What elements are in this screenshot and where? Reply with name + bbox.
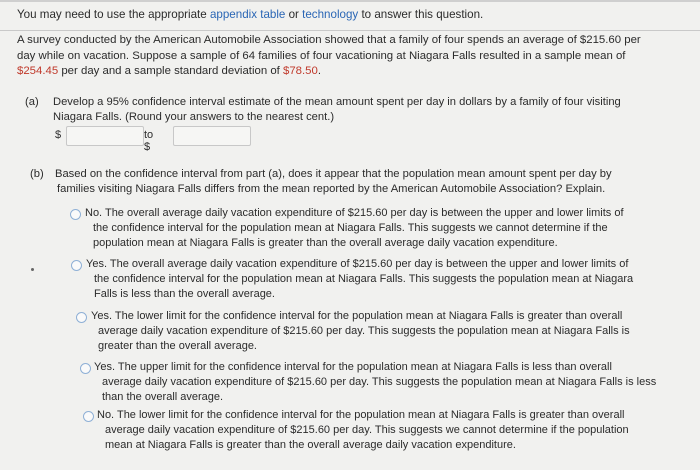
answer-option-2[interactable] [71, 257, 691, 303]
radio-option-3[interactable] [76, 312, 87, 323]
instruction-line [17, 7, 483, 22]
instruction-suffix: to answer this question. [358, 8, 484, 21]
problem-statement [17, 33, 689, 80]
option-5-line-3: mean at Niagara Falls is greater than the overall average daily vacation expenditure. [105, 439, 516, 451]
option-1-line-3: population mean at Niagara Falls is greater than the overall average daily vacation expenditure. [93, 237, 558, 249]
part-a-label: (a) [25, 96, 39, 108]
upper-limit-input[interactable] [173, 126, 251, 146]
appendix-table-link[interactable]: appendix table [209, 8, 286, 21]
radio-option-1[interactable] [70, 209, 81, 220]
instruction-divider [0, 30, 700, 31]
option-1-line-1: No. The overall average daily vacation expenditure of $215.60 per day is between the upper and lower limits of [85, 207, 624, 219]
problem-line-3 [17, 64, 689, 80]
problem-line-3-end: . [317, 65, 321, 77]
option-5-line-2: average daily vacation expenditure of $215.60 per day. This suggests we cannot determine if the population [105, 424, 629, 436]
radio-option-4[interactable] [80, 363, 91, 374]
answer-option-3[interactable] [76, 309, 691, 355]
instruction-mid: or [285, 8, 303, 21]
option-1-line-2: the confidence interval for the population mean at Niagara Falls. This suggests we cannot determine if the [93, 222, 608, 234]
answer-option-1[interactable] [70, 206, 690, 252]
option-4-line-1: Yes. The upper limit for the confidence interval for the population mean at Niagara Falls is less than overall [94, 361, 612, 373]
lower-limit-input[interactable] [66, 126, 144, 146]
option-4-line-3: than the overall average. [102, 391, 224, 403]
radio-option-5[interactable] [83, 411, 94, 422]
part-b-line-1: Based on the confidence interval from part (a), does it appear that the population mean amount spent per day by [55, 168, 612, 180]
bullet-dot [31, 268, 34, 271]
part-b [30, 167, 690, 197]
to-label: to $ [144, 129, 154, 153]
top-border [0, 0, 700, 2]
part-b-line-2: families visiting Niagara Falls differs from the mean reported by the American Automobile Association? Explain. [57, 183, 606, 195]
lower-dollar-sign: $ [55, 129, 62, 141]
problem-line-2: day while on vacation. Suppose a sample of 64 families of four vacationing at Niagara Falls resulted in a sample mean of [17, 49, 626, 62]
part-a-line-1: Develop a 95% confidence interval estimate of the mean amount spent per day in dollars by a family of four visiting [53, 96, 621, 108]
option-5-line-1: No. The lower limit for the confidence interval for the population mean at Niagara Falls is greater than overall [97, 409, 625, 421]
part-a-line-2: Niagara Falls. (Round your answers to the nearest cent.) [53, 111, 335, 123]
radio-option-2[interactable] [71, 260, 82, 271]
answer-option-4[interactable] [80, 360, 692, 406]
option-2-line-1: Yes. The overall average daily vacation expenditure of $215.60 per day is between the upper and lower limits of [86, 258, 629, 270]
technology-link[interactable]: technology [302, 8, 359, 21]
option-3-line-3: greater than the overall average. [98, 340, 257, 352]
sample-sd-value: $78.50 [282, 65, 318, 77]
option-3-line-1: Yes. The lower limit for the confidence interval for the population mean at Niagara Falls is greater than overall [91, 310, 623, 322]
option-3-line-2: average daily vacation expenditure of $215.60 per day. This suggests the population mean at Niagara Falls is [98, 325, 630, 337]
option-2-line-2: the confidence interval for the population mean at Niagara Falls. This suggests the population mean at Niagara [94, 273, 634, 285]
option-4-line-2: average daily vacation expenditure of $215.60 per day. This suggests the population mean at Niagara Falls is less [102, 376, 657, 388]
sample-mean-value: $254.45 [17, 65, 59, 77]
part-b-label: (b) [30, 168, 44, 180]
instruction-prefix: You may need to use the appropriate [17, 8, 210, 21]
part-a [25, 95, 621, 125]
option-2-line-3: Falls is less than the overall average. [94, 288, 275, 300]
answer-option-5[interactable] [83, 408, 691, 456]
problem-line-1: A survey conducted by the American Automobile Association showed that a family of four spends an average of $215.60 per [17, 34, 641, 46]
problem-line-3-mid: per day and a sample standard deviation of [58, 65, 283, 77]
